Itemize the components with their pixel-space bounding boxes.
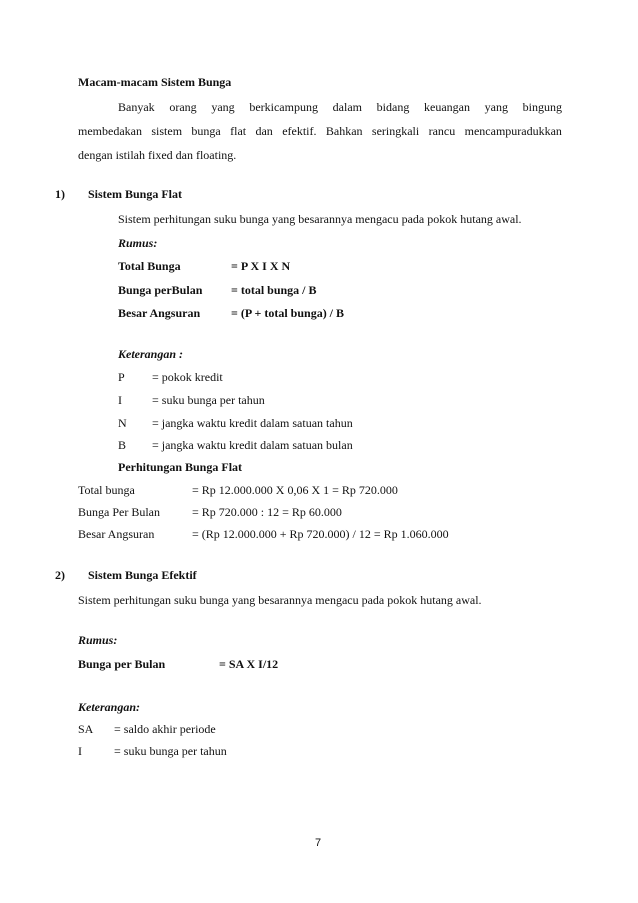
formula-expression: = (P + total bunga) / B bbox=[231, 306, 345, 320]
section-2-title: Sistem Bunga Efektif bbox=[88, 568, 197, 582]
intro-word: bidang bbox=[376, 100, 410, 114]
formula-expression: = total bunga / B bbox=[231, 283, 317, 297]
page-number: 7 bbox=[315, 837, 322, 849]
formula-name: Besar Angsuran bbox=[118, 306, 201, 320]
intro-word: Bahkan bbox=[325, 124, 363, 138]
formula-expression: = SA X I/12 bbox=[219, 657, 279, 671]
keterangan-description: = pokok kredit bbox=[152, 370, 223, 384]
section-1-rumus-label: Rumus: bbox=[118, 236, 158, 250]
keterangan-description: = jangka waktu kredit dalam satuan bulan bbox=[152, 438, 353, 452]
intro-word: flat bbox=[230, 124, 247, 138]
section-2-number: 2) bbox=[55, 568, 65, 582]
section-1-keterangan-label: Keterangan : bbox=[118, 347, 184, 361]
intro-word: yang bbox=[484, 100, 508, 114]
intro-word: berkicampung bbox=[249, 100, 318, 114]
section-1-title: Sistem Bunga Flat bbox=[88, 187, 183, 201]
keterangan-symbol: I bbox=[118, 393, 122, 407]
intro-word: Banyak bbox=[118, 100, 155, 114]
intro-line-1 bbox=[118, 100, 562, 114]
intro-word: orang bbox=[169, 100, 197, 114]
section-heading: Macam-macam Sistem Bunga bbox=[78, 75, 232, 89]
intro-word: rancu bbox=[428, 124, 456, 138]
keterangan-description: = suku bunga per tahun bbox=[152, 393, 265, 407]
keterangan-description: = saldo akhir periode bbox=[114, 722, 216, 736]
intro-word: keuangan bbox=[424, 100, 470, 114]
keterangan-description: = jangka waktu kredit dalam satuan tahun bbox=[152, 416, 353, 430]
intro-word: yang bbox=[211, 100, 235, 114]
formula-name: Bunga perBulan bbox=[118, 283, 203, 297]
intro-word: bunga bbox=[191, 124, 221, 138]
keterangan-symbol: SA bbox=[78, 722, 94, 736]
keterangan-symbol: I bbox=[78, 744, 82, 758]
section-2-rumus-label: Rumus: bbox=[78, 633, 118, 647]
intro-word: efektif. bbox=[282, 124, 317, 138]
formula-name: Total Bunga bbox=[118, 259, 181, 273]
calculation-expression: = Rp 12.000.000 X 0,06 X 1 = Rp 720.000 bbox=[192, 483, 398, 497]
intro-word: dalam bbox=[332, 100, 362, 114]
calculation-title: Perhitungan Bunga Flat bbox=[118, 460, 243, 474]
intro-line-3: dengan istilah fixed dan floating. bbox=[78, 148, 237, 162]
section-2-keterangan-label: Keterangan: bbox=[78, 700, 141, 714]
intro-word: sistem bbox=[151, 124, 183, 138]
calculation-name: Bunga Per Bulan bbox=[78, 505, 160, 519]
keterangan-symbol: N bbox=[118, 416, 127, 430]
intro-line-2 bbox=[78, 124, 562, 138]
section-2-description: Sistem perhitungan suku bunga yang besarannya mengacu pada pokok hutang awal. bbox=[78, 593, 482, 607]
intro-word: dan bbox=[255, 124, 273, 138]
keterangan-description: = suku bunga per tahun bbox=[114, 744, 227, 758]
calculation-expression: = Rp 720.000 : 12 = Rp 60.000 bbox=[192, 505, 342, 519]
keterangan-symbol: B bbox=[118, 438, 127, 452]
formula-name: Bunga per Bulan bbox=[78, 657, 166, 671]
section-1-number: 1) bbox=[55, 187, 65, 201]
intro-word: membedakan bbox=[78, 124, 142, 138]
formula-expression: = P X I X N bbox=[231, 259, 291, 273]
calculation-name: Total bunga bbox=[78, 483, 135, 497]
intro-word: bingung bbox=[522, 100, 562, 114]
intro-word: seringkali bbox=[371, 124, 420, 138]
calculation-expression: = (Rp 12.000.000 + Rp 720.000) / 12 = Rp 1.060.000 bbox=[192, 527, 449, 541]
keterangan-symbol: P bbox=[118, 370, 125, 384]
calculation-name: Besar Angsuran bbox=[78, 527, 155, 541]
section-1-description: Sistem perhitungan suku bunga yang besarannya mengacu pada pokok hutang awal. bbox=[118, 212, 522, 226]
intro-word: mencampuradukkan bbox=[464, 124, 562, 138]
